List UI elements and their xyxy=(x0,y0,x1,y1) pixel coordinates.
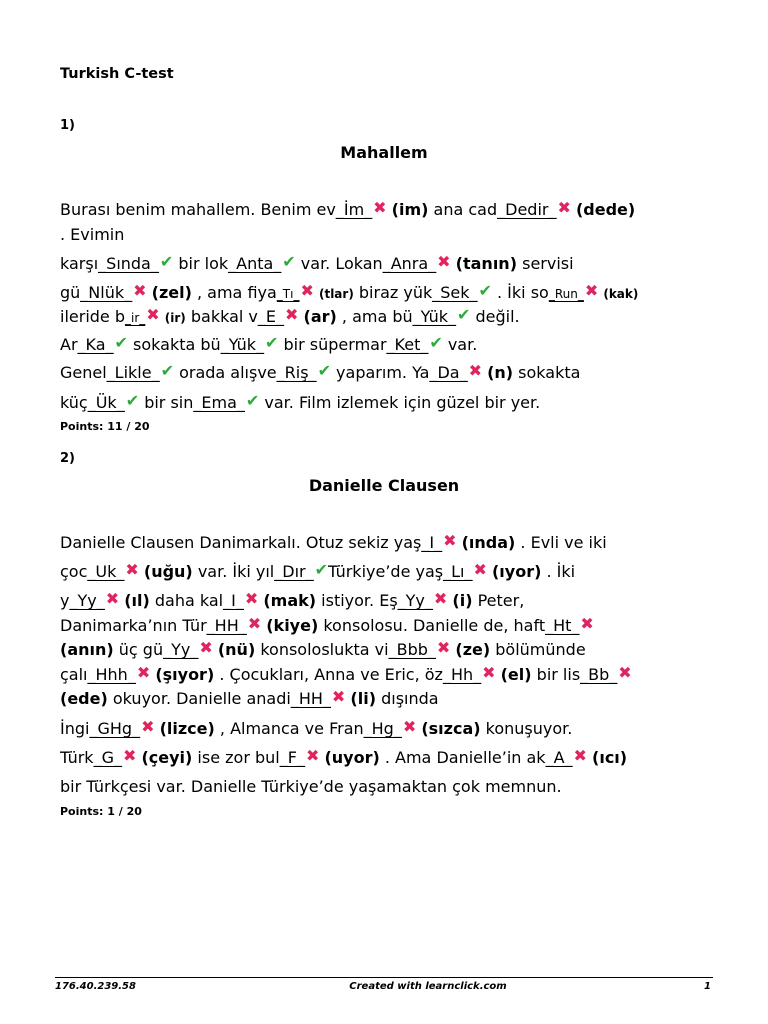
text-line xyxy=(60,689,439,709)
cross-mark-icon: ✖ xyxy=(125,560,139,579)
sentence-text: bakkal v xyxy=(185,307,258,326)
answer-gap[interactable]: _Ht_ xyxy=(545,616,580,635)
sentence-text: orada alışve xyxy=(174,363,277,382)
cross-mark-icon: ✖ xyxy=(437,252,451,271)
sentence-text: bir sin xyxy=(139,393,194,412)
correct-answer-hint: (ıyor) xyxy=(491,562,542,581)
sentence-text: Peter, xyxy=(472,591,525,610)
cross-mark-icon: ✖ xyxy=(141,717,155,736)
question-number-2: 2) xyxy=(60,451,75,466)
answer-gap[interactable]: _I_ xyxy=(421,533,443,552)
sentence-text: . Evli ve iki xyxy=(515,533,607,552)
sentence-text: var. Lokan xyxy=(295,254,383,273)
answer-gap[interactable]: _Anta_ xyxy=(228,254,282,273)
text-line xyxy=(60,335,477,355)
correct-answer-hint: (im) xyxy=(391,200,429,219)
section-title-danielle-clausen: Danielle Clausen xyxy=(308,476,460,495)
correct-answer-hint: (tlar) xyxy=(318,287,354,301)
correct-answer-hint: (kiye) xyxy=(266,616,319,635)
sentence-text: ise zor bul xyxy=(192,748,280,767)
footer-page-number: 1 xyxy=(704,981,711,992)
footer-ip-address: 176.40.239.58 xyxy=(55,981,136,992)
check-mark-icon: ✔ xyxy=(282,252,296,271)
sentence-text: bölümünde xyxy=(490,640,586,659)
text-line xyxy=(60,225,124,245)
correct-answer-hint: (n) xyxy=(487,363,514,382)
cross-mark-icon: ✖ xyxy=(136,663,151,682)
answer-gap[interactable]: _A_ xyxy=(545,748,573,767)
sentence-text: Genel xyxy=(60,363,107,382)
sentence-text: , ama fiya xyxy=(191,283,277,302)
cross-mark-icon: ✖ xyxy=(285,305,299,324)
text-line xyxy=(60,640,586,660)
points-section-2: Points: 1 / 20 xyxy=(60,805,142,818)
sentence-text: sokakta bü xyxy=(127,335,221,354)
answer-gap[interactable]: _Bbb_ xyxy=(388,640,436,659)
document-title: Turkish C-test xyxy=(60,66,174,82)
answer-gap[interactable]: _Yy_ xyxy=(163,640,199,659)
sentence-text: üç gü xyxy=(113,640,164,659)
sentence-text: istiyor. Eş xyxy=(316,591,398,610)
answer-gap[interactable]: _Anra_ xyxy=(382,254,437,273)
cross-mark-icon: ✖ xyxy=(122,746,137,765)
sentence-text: daha kal xyxy=(149,591,224,610)
correct-answer-hint: (lizce) xyxy=(159,719,215,738)
correct-answer-hint: (ıl) xyxy=(124,591,150,610)
sentence-text: çoc xyxy=(60,562,88,581)
cross-mark-icon: ✖ xyxy=(133,281,147,300)
text-line xyxy=(60,777,562,797)
sentence-text: Danimarka’nın Tür xyxy=(60,616,207,635)
correct-answer-hint: (sızca) xyxy=(421,719,481,738)
answer-gap[interactable]: _HH_ xyxy=(206,616,247,635)
cross-mark-icon: ✖ xyxy=(244,589,259,608)
answer-gap[interactable]: _GHg_ xyxy=(89,719,141,738)
text-line xyxy=(60,665,632,685)
answer-gap[interactable]: _Nlük_ xyxy=(80,283,133,302)
sentence-text: var. İki yıl xyxy=(192,562,275,581)
answer-gap[interactable]: _Yy_ xyxy=(397,591,433,610)
sentence-text: ana cad xyxy=(428,200,498,219)
text-line xyxy=(60,307,520,328)
check-mark-icon: ✔ xyxy=(314,560,328,579)
check-mark-icon: ✔ xyxy=(114,333,128,352)
page-footer xyxy=(55,977,713,992)
answer-gap[interactable]: _F_ xyxy=(279,748,305,767)
answer-gap[interactable]: _Yük_ xyxy=(220,335,265,354)
check-mark-icon: ✔ xyxy=(265,333,279,352)
sentence-text: biraz yük xyxy=(353,283,433,302)
sentence-text: konsolosu. Danielle de, haft xyxy=(318,616,546,635)
answer-gap[interactable]: _Ük_ xyxy=(87,393,125,412)
correct-answer-hint: (ar) xyxy=(303,307,337,326)
check-mark-icon: ✔ xyxy=(159,252,174,271)
answer-gap[interactable]: _Dır_ xyxy=(274,562,314,581)
correct-answer-hint: (i) xyxy=(452,591,473,610)
check-mark-icon: ✔ xyxy=(317,361,331,380)
answer-gap[interactable]: _Ema_ xyxy=(193,393,245,412)
correct-answer-hint: (şıyor) xyxy=(155,665,215,684)
sentence-text: , ama bü xyxy=(336,307,413,326)
cross-mark-icon: ✖ xyxy=(331,687,346,706)
sentence-text: . İki xyxy=(541,562,576,581)
correct-answer-hint: (ede) xyxy=(60,689,108,708)
text-line xyxy=(60,748,627,768)
answer-gap[interactable]: _Ka_ xyxy=(77,335,114,354)
points-section-1: Points: 11 / 20 xyxy=(60,420,150,433)
sentence-text: . Çocukları, Anna ve Eric, öz xyxy=(214,665,443,684)
answer-gap[interactable]: _Sek_ xyxy=(432,283,478,302)
sentence-text: Danielle Clausen Danimarkalı. Otuz sekiz yaş xyxy=(60,533,422,552)
cross-mark-icon: ✖ xyxy=(573,746,587,765)
correct-answer-hint: (tanın) xyxy=(455,254,518,273)
sentence-text: bir lok xyxy=(173,254,229,273)
question-number-1: 1) xyxy=(60,118,75,133)
answer-gap[interactable]: _Bb_ xyxy=(580,665,618,684)
sentence-text: karşı xyxy=(60,254,99,273)
answer-gap[interactable]: _E_ xyxy=(257,307,284,326)
correct-answer-hint: (nü) xyxy=(217,640,256,659)
sentence-text: yaparım. Ya xyxy=(330,363,430,382)
sentence-text: konsoloslukta vi xyxy=(255,640,389,659)
answer-gap[interactable]: _Sında_ xyxy=(98,254,159,273)
text-line xyxy=(60,283,638,304)
check-mark-icon: ✔ xyxy=(160,361,174,380)
sentence-text: konuşuyor. xyxy=(480,719,573,738)
answer-gap[interactable]: _I_ xyxy=(223,591,244,610)
sentence-text: var. xyxy=(442,335,478,354)
answer-gap[interactable]: _Riş_ xyxy=(276,363,317,382)
cross-mark-icon: ✖ xyxy=(557,198,571,217)
correct-answer-hint: (ir) xyxy=(164,311,186,325)
sentence-text: küç xyxy=(60,393,88,412)
correct-answer-hint: (kak) xyxy=(603,287,639,301)
correct-answer-hint: (uyor) xyxy=(324,748,380,767)
cross-mark-icon: ✖ xyxy=(247,614,262,633)
correct-answer-hint: (uğu) xyxy=(143,562,193,581)
footer-credit-link[interactable]: Created with learnclick.com xyxy=(349,981,507,992)
text-line xyxy=(60,363,580,383)
sentence-text: . Evimin xyxy=(60,225,125,244)
cross-mark-icon: ✖ xyxy=(584,281,599,300)
cross-mark-icon: ✖ xyxy=(436,638,451,657)
cross-mark-icon: ✖ xyxy=(473,560,487,579)
correct-answer-hint: (zel) xyxy=(151,283,192,302)
sentence-text: y xyxy=(60,591,70,610)
sentence-text: bir Türkçesi var. Danielle Türkiye’de yaşamaktan çok memnun. xyxy=(60,777,562,796)
cross-mark-icon: ✖ xyxy=(300,281,314,300)
cross-mark-icon: ✖ xyxy=(443,531,457,550)
check-mark-icon: ✔ xyxy=(457,305,471,324)
section-title-mahallem: Mahallem xyxy=(340,143,428,162)
answer-gap[interactable]: _Hh_ xyxy=(442,665,482,684)
answer-gap[interactable]: _Da_ xyxy=(429,363,468,382)
cross-mark-icon: ✖ xyxy=(580,614,594,633)
sentence-text: , Almanca ve Fran xyxy=(214,719,364,738)
answer-gap[interactable]: _Hhh_ xyxy=(87,665,136,684)
correct-answer-hint: (anın) xyxy=(60,640,114,659)
cross-mark-icon: ✖ xyxy=(433,589,448,608)
cross-mark-icon: ✖ xyxy=(305,746,320,765)
check-mark-icon: ✔ xyxy=(429,333,443,352)
sentence-text: dışında xyxy=(376,689,439,708)
answer-gap[interactable]: _G_ xyxy=(93,748,122,767)
sentence-text: gü xyxy=(60,283,81,302)
sentence-text: okuyor. Danielle anadi xyxy=(107,689,291,708)
text-line xyxy=(60,254,574,274)
correct-answer-hint: (dede) xyxy=(575,200,636,219)
text-line xyxy=(60,591,524,611)
correct-answer-hint: (el) xyxy=(500,665,532,684)
sentence-text: ileride b xyxy=(60,307,125,326)
sentence-text: değil. xyxy=(470,307,520,326)
text-line xyxy=(60,562,575,582)
correct-answer-hint: (li) xyxy=(350,689,376,708)
sentence-text: . Ama Danielle’in ak xyxy=(379,748,546,767)
sentence-text: İngi xyxy=(60,719,90,738)
answer-gap[interactable]: _Likle_ xyxy=(106,363,160,382)
sentence-text: bir lis xyxy=(531,665,581,684)
answer-gap[interactable]: _ir_ xyxy=(125,311,146,325)
answer-gap[interactable]: _Yük_ xyxy=(412,307,456,326)
sentence-text: Türk xyxy=(60,748,94,767)
answer-gap[interactable]: _Lı_ xyxy=(443,562,473,581)
correct-answer-hint: (ze) xyxy=(455,640,491,659)
cross-mark-icon: ✖ xyxy=(482,663,496,682)
text-line xyxy=(60,719,572,739)
sentence-text: çalı xyxy=(60,665,88,684)
answer-gap[interactable]: _Ket_ xyxy=(386,335,429,354)
check-mark-icon: ✔ xyxy=(478,281,492,300)
answer-gap[interactable]: _Dedir_ xyxy=(497,200,557,219)
answer-gap[interactable]: _İm_ xyxy=(335,200,373,219)
cross-mark-icon: ✖ xyxy=(618,663,632,682)
correct-answer-hint: (çeyi) xyxy=(141,748,193,767)
answer-gap[interactable]: _Hg_ xyxy=(363,719,402,738)
check-mark-icon: ✔ xyxy=(245,391,260,410)
cross-mark-icon: ✖ xyxy=(146,305,160,324)
correct-answer-hint: (mak) xyxy=(263,591,317,610)
answer-gap[interactable]: _Uk_ xyxy=(87,562,125,581)
sentence-text: var. Film izlemek için güzel bir yer. xyxy=(259,393,541,412)
check-mark-icon: ✔ xyxy=(125,391,140,410)
sentence-text: sokakta xyxy=(513,363,581,382)
cross-mark-icon: ✖ xyxy=(402,717,417,736)
answer-gap[interactable]: _Tı_ xyxy=(276,287,300,301)
cross-mark-icon: ✖ xyxy=(468,361,482,380)
answer-gap[interactable]: _HH_ xyxy=(290,689,331,708)
text-line xyxy=(60,200,635,220)
sentence-text: bir süpermar xyxy=(278,335,387,354)
sentence-text: . İki so xyxy=(491,283,549,302)
text-line xyxy=(60,393,540,413)
sentence-text: Burası benim mahallem. Benim ev xyxy=(60,200,336,219)
sentence-text: Ar xyxy=(60,335,78,354)
correct-answer-hint: (ıcı) xyxy=(592,748,628,767)
cross-mark-icon: ✖ xyxy=(373,198,387,217)
text-line xyxy=(60,533,607,553)
cross-mark-icon: ✖ xyxy=(199,638,213,657)
correct-answer-hint: (ında) xyxy=(461,533,516,552)
sentence-text: Türkiye’de yaş xyxy=(328,562,444,581)
answer-gap[interactable]: _Run_ xyxy=(548,287,584,301)
answer-gap[interactable]: _Yy_ xyxy=(69,591,105,610)
cross-mark-icon: ✖ xyxy=(105,589,120,608)
text-line xyxy=(60,616,594,636)
sentence-text: servisi xyxy=(517,254,574,273)
